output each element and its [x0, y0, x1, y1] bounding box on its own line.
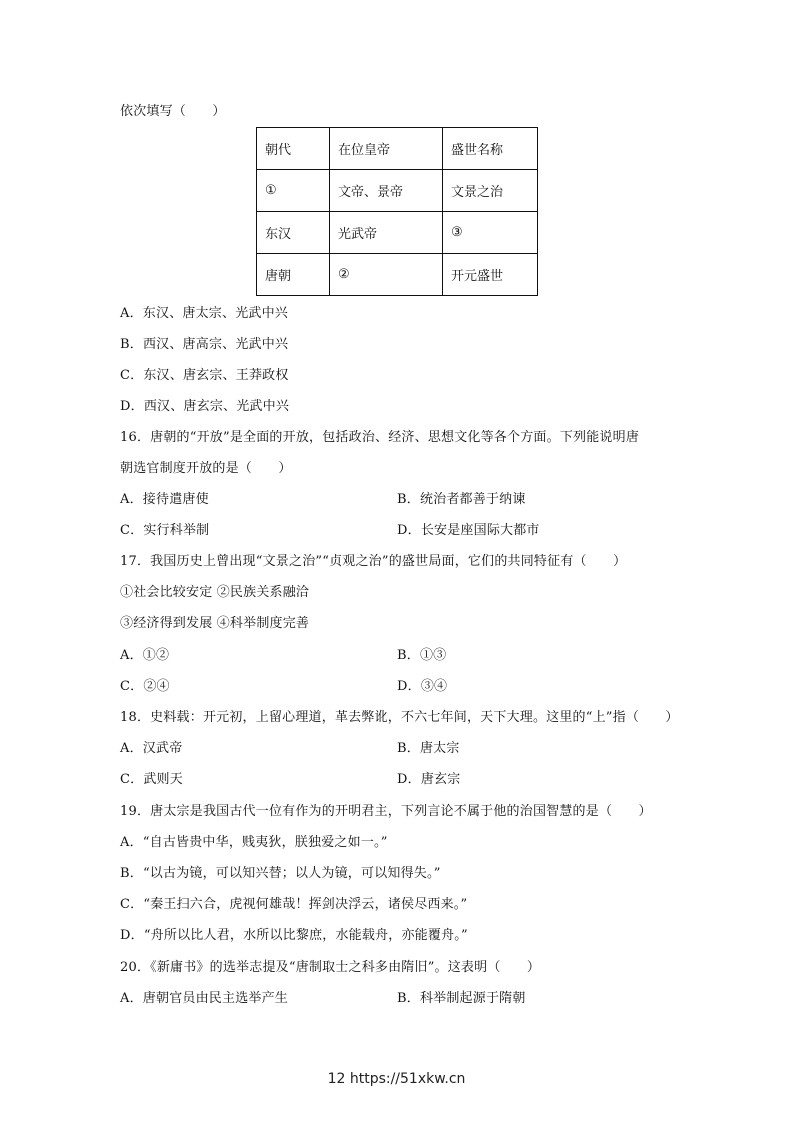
q19-stem: 19．唐太宗是我国古代一位有作为的开明君主，下列言论不属于他的治国智慧的是（ ）	[120, 804, 652, 819]
q16-option-a: A．接待遣唐使	[120, 492, 209, 507]
table-header-cell: 朝代	[257, 128, 330, 170]
table-cell: 唐朝	[257, 254, 330, 296]
q20-option-b: B．科举制起源于隋朝	[397, 991, 526, 1006]
page-footer: 12 https://51xkw.cn	[327, 1071, 466, 1087]
table-cell: 东汉	[257, 212, 330, 254]
table-row	[257, 254, 538, 296]
table-cell: 文帝、景帝	[330, 170, 443, 212]
table-cell: ③	[443, 212, 538, 254]
table-cell: ②	[330, 254, 443, 296]
q17-option-a: A．①②	[120, 648, 170, 663]
q17-items-1: ①社会比较安定 ②民族关系融洽	[120, 585, 310, 600]
q16-option-c: C．实行科举制	[120, 523, 210, 538]
dynasty-table	[256, 127, 538, 296]
q15-option-c: C．东汉、唐玄宗、王莽政权	[120, 368, 289, 383]
table-row	[257, 170, 538, 212]
q15-option-a: A．东汉、唐太宗、光武中兴	[120, 306, 288, 321]
q18-stem: 18．史料载：开元初，上留心理道，革去弊讹，不六七年间，天下大理。这里的“上”指（ ）	[120, 710, 679, 725]
q15-option-b: B．西汉、唐高宗、光武中兴	[120, 337, 289, 352]
q16-option-b: B．统治者都善于纳谏	[397, 492, 526, 507]
q18-option-d: D．唐玄宗	[397, 772, 461, 787]
q15-intro: 依次填写（ ）	[120, 104, 226, 119]
table-cell: 光武帝	[330, 212, 443, 254]
q18-option-b: B．唐太宗	[397, 741, 460, 756]
table-row	[257, 128, 538, 170]
q16-option-d: D．长安是座国际大都市	[397, 523, 540, 538]
q17-items-2: ③经济得到发展 ④科举制度完善	[120, 616, 310, 631]
q16-stem-line2: 朝选官制度开放的是（ ）	[120, 461, 292, 476]
q17-option-b: B．①③	[397, 648, 447, 663]
table-row	[257, 212, 538, 254]
q15-option-d: D．西汉、唐玄宗、光武中兴	[120, 399, 290, 414]
table-cell: 文景之治	[443, 170, 538, 212]
table-cell: 开元盛世	[443, 254, 538, 296]
q18-option-c: C．武则天	[120, 772, 183, 787]
table-cell: ①	[257, 170, 330, 212]
q17-option-d: D．③④	[397, 679, 448, 694]
q17-stem: 17．我国历史上曾出现“文景之治”“贞观之治”的盛世局面，它们的共同特征有（ ）	[120, 554, 627, 569]
q19-option-c: C．“秦王扫六合，虎视何雄哉！挥剑决浮云，诸侯尽西来。”	[120, 897, 468, 912]
q20-stem: 20．《新庸书》的选举志提及“唐制取士之科多由隋旧”。这表明（ ）	[120, 960, 541, 975]
q19-option-b: B．“以古为镜，可以知兴替；以人为镜，可以知得失。”	[120, 866, 441, 881]
table-header-cell: 盛世名称	[443, 128, 538, 170]
table-header-cell: 在位皇帝	[330, 128, 443, 170]
q19-option-a: A．“自古皆贵中华，贱夷狄，朕独爱之如一。”	[120, 835, 388, 850]
q19-option-d: D．“舟所以比人君，水所以比黎庶，水能载舟，亦能覆舟。”	[120, 928, 468, 943]
q17-option-c: C．②④	[120, 679, 170, 694]
q18-option-a: A．汉武帝	[120, 741, 183, 756]
q20-option-a: A．唐朝官员由民主选举产生	[120, 991, 288, 1006]
q16-stem-line1: 16．唐朝的“开放”是全面的开放，包括政治、经济、思想文化等各个方面。下列能说明唐	[120, 430, 640, 445]
